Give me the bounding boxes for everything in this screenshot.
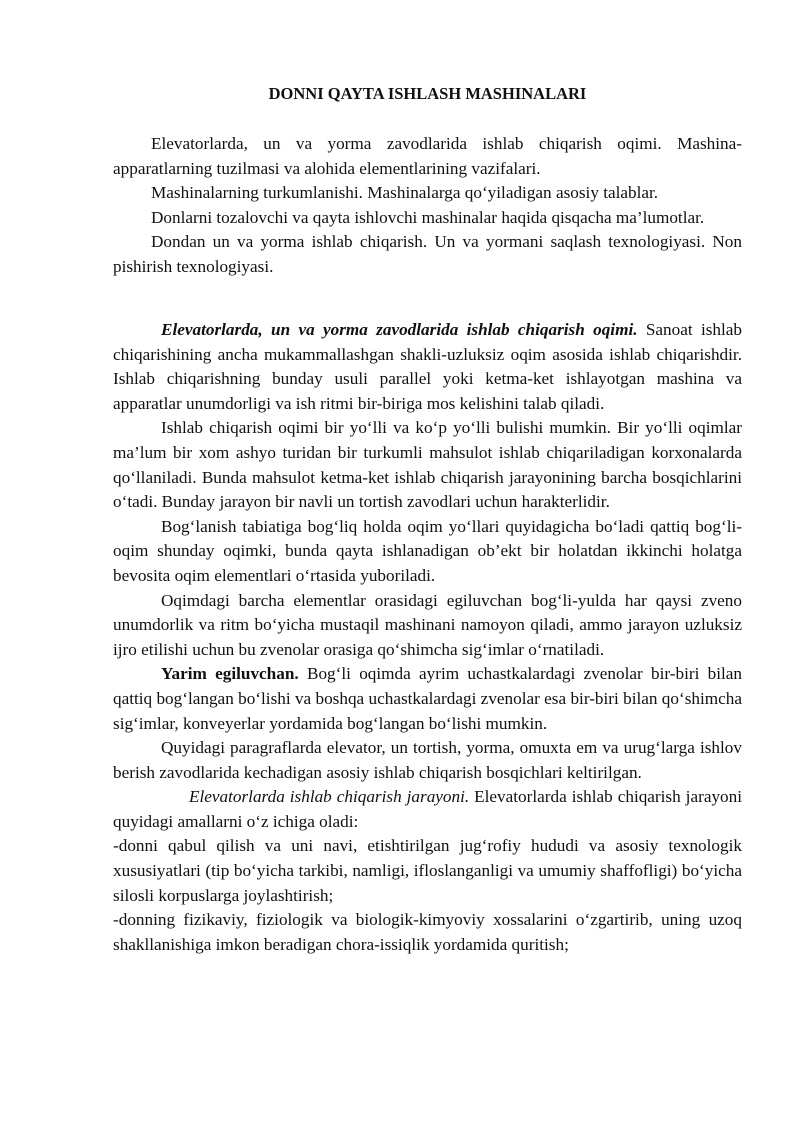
paragraph (113, 785, 742, 834)
document-title: DONNI QAYTA ISHLASH MASHINALARI (268, 84, 587, 103)
paragraph-heading: Yarim egiluvchan. (161, 664, 299, 684)
document-body (113, 318, 742, 957)
paragraph: Quyidagi paragraflarda elevator, un tortish, yorma, omuxta em va urug‘larga ishlov berish zavodlarida kechadigan asosiy ishlab chiqarish bosqichlari keltirilgan. (113, 738, 742, 782)
paragraph: Oqimdagi barcha elementlar orasidagi egiluvchan bog‘li-yulda har qaysi zveno unumdorlik va ritm bo‘yicha mustaqil mashinani namoyon qiladi, ammo jarayon uzluksiz ijro etilishi uchun bu zvenolar orasiga qo‘shimcha sig‘imlar o‘rnatiladi. (113, 590, 742, 659)
paragraph: Bog‘lanish tabiatiga bog‘liq holda oqim yo‘llari quyidagicha bo‘ladi qattiq bog‘li-oqim shunday oqimki, bunda qayta ishlanadigan ob’ekt bir holatdan ikkinchi holatga bevosita oqim elementlari o‘rtasida yuboriladi. (113, 516, 742, 585)
paragraph-text: Elevatorlarda ishlab chiqarish jarayoni quyidagi amallarni o‘z ichiga oladi: (113, 787, 742, 831)
paragraph-text: Sanoat ishlab chiqarishining ancha mukammallashgan shakli-uzluksiz oqim asosida ishlab chiqarishdir. Ishlab chiqarishning bunday usuli parallel yoki ketma-ket ishlayotgan mashina va apparatlar unumdorligi va ish ritmi bir-biriga mos kelishini talab qiladi. (113, 320, 742, 413)
outline-item: Mashinalarning turkumlanishi. Mashinalarga qo‘yiladigan asosiy talablar. (151, 183, 659, 203)
outline-item: Dondan un va yorma ishlab chiqarish. Un va yormani saqlash texnologiyasi. Non pishirish texnologiyasi. (113, 232, 742, 276)
paragraph (113, 318, 742, 416)
list-item: -donni qabul qilish va uni navi, etishtirilgan jug‘rofiy hududi va asosiy texnologik xususiyatlari (tip bo‘yicha tarkibi, namligi, ifloslanganligi va umumiy shaffofligi) bo‘yicha silosli korpuslarga joylashtirish; (113, 836, 742, 905)
paragraph: Ishlab chiqarish oqimi bir yo‘lli va ko‘p yo‘lli bulishi mumkin. Bir yo‘lli oqimlar ma’lum bir xom ashyo turidan bir turkumli mahsulot ishlab chiqariladigan korxonalarda qo‘llaniladi. Bunda mahsulot ketma-ket ishlab chiqarish jarayonining barcha bosqichlarini o‘tadi. Bunday jarayon bir navli un tortish zavodlari uchun harakterlidir. (113, 418, 742, 512)
paragraph-text: Bog‘li oqimda ayrim uchastkalardagi zvenolar bir-biri bilan qattiq bog‘langan bo‘lishi va boshqa uchastkalardagi zvenolar esa bir-biri bilan qo‘shimcha sig‘imlar, konveyerlar yordamida bog‘langan bo‘lishi mumkin. (113, 664, 743, 733)
list-item: -donning fizikaviy, fiziologik va biologik-kimyoviy xossalarini o‘zgartirib, uning uzoq shakllanishiga imkon beradigan chora-issiqlik yordamida quritish; (113, 910, 742, 954)
paragraph-heading: Elevatorlarda ishlab chiqarish jarayoni. (189, 787, 470, 807)
outline-item: Elevatorlarda, un va yorma zavodlarida ishlab chiqarish oqimi. Mashina-apparatlarning tuzilmasi va alohida elementlarining vazifalari. (113, 134, 742, 178)
paragraph (113, 662, 742, 736)
paragraph-heading: Elevatorlarda, un va yorma zavodlarida ishlab chiqarish oqimi. (161, 320, 638, 339)
topic-outline (113, 132, 742, 280)
outline-item: Donlarni tozalovchi va qayta ishlovchi mashinalar haqida qisqacha ma’lumotlar. (151, 207, 705, 227)
